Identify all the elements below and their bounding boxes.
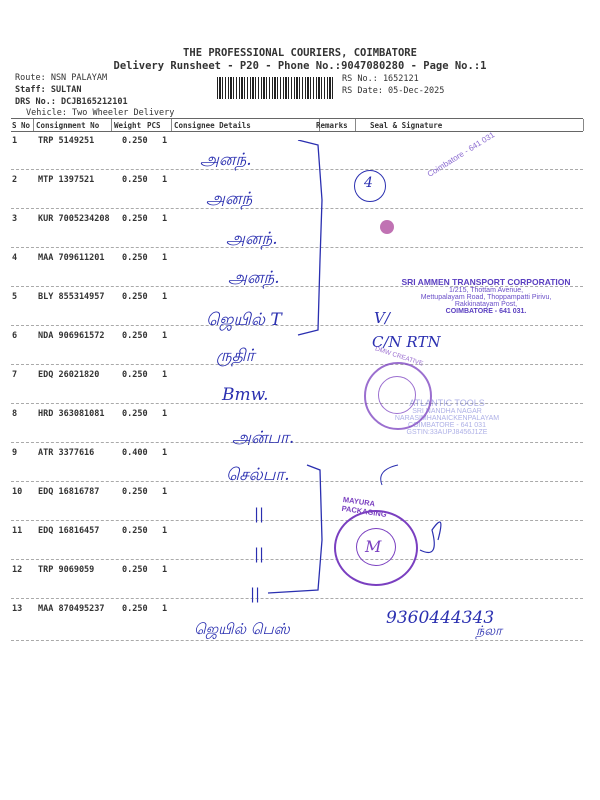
stamp-line: GSTIN:33AUPJ8456J1ZE bbox=[406, 429, 488, 436]
row-weight: 0.250 bbox=[122, 331, 148, 341]
row-consignment: EDQ 16816457 bbox=[38, 526, 100, 536]
row-consignment: TRP 9069059 bbox=[38, 565, 95, 575]
column-divider bbox=[111, 119, 112, 131]
stamp-line: NARASIMHANAICKENPALAYAM bbox=[394, 415, 500, 422]
row-weight: 0.250 bbox=[122, 175, 148, 185]
column-divider bbox=[171, 119, 172, 131]
row-weight: 0.250 bbox=[122, 604, 148, 614]
row-weight: 0.250 bbox=[122, 487, 148, 497]
rs-date: RS Date: 05-Dec-2025 bbox=[342, 86, 445, 96]
row-consignment: MAA 870495237 bbox=[38, 604, 105, 614]
rs-number: RS No.: 1652121 bbox=[342, 74, 419, 84]
row-pcs: 1 bbox=[162, 175, 168, 185]
company-title: THE PROFESSIONAL COURIERS, COIMBATORE bbox=[183, 47, 417, 59]
row-pcs: 1 bbox=[162, 136, 168, 146]
handwritten-name: அனந். bbox=[226, 229, 278, 249]
row-consignment: MTP 1397521 bbox=[38, 175, 95, 185]
row-pcs: 1 bbox=[162, 565, 168, 575]
row-weight: 0.250 bbox=[122, 214, 148, 224]
stamp-inner-ring bbox=[378, 376, 416, 414]
col-header-pcs: PCS bbox=[147, 121, 161, 130]
column-divider bbox=[583, 119, 584, 131]
handwritten-name: அனந். bbox=[228, 268, 280, 288]
col-header-seal: Seal & Signature bbox=[370, 121, 443, 130]
row-pcs: 1 bbox=[162, 604, 168, 614]
row-pcs: 1 bbox=[162, 214, 168, 224]
handwritten-name: Bmw. bbox=[222, 385, 269, 405]
row-consignment: NDA 906961572 bbox=[38, 331, 105, 341]
row-pcs: 1 bbox=[162, 253, 168, 263]
drs-number: DRS No.: DCJB165212101 bbox=[15, 97, 128, 107]
row-sno: 8 bbox=[12, 409, 18, 419]
row-weight: 0.250 bbox=[122, 565, 148, 575]
row-consignment: HRD 363081081 bbox=[38, 409, 105, 419]
row-sno: 3 bbox=[12, 214, 18, 224]
row-weight: 0.250 bbox=[122, 253, 148, 263]
handwritten-name: அனந். bbox=[200, 150, 252, 170]
stamp-inner-ring bbox=[356, 528, 396, 566]
stamp-line: SRI NANDHA NAGAR bbox=[412, 408, 482, 415]
handwritten-name: ருதிர் bbox=[216, 346, 255, 366]
row-pcs: 1 bbox=[162, 487, 168, 497]
row-sno: 11 bbox=[12, 526, 23, 536]
row-weight: 0.250 bbox=[122, 136, 148, 146]
row-pcs: 1 bbox=[162, 409, 168, 419]
stamp-blot bbox=[380, 220, 394, 234]
row-sno: 4 bbox=[12, 253, 18, 263]
column-divider bbox=[33, 119, 34, 131]
ditto-mark: || bbox=[250, 585, 261, 603]
circled-number: 4 bbox=[364, 175, 373, 191]
handwritten-phone: 9360444343 bbox=[386, 608, 495, 628]
row-weight: 0.250 bbox=[122, 526, 148, 536]
col-header-remarks: Remarks bbox=[316, 121, 348, 130]
stamp-text: Coimbatore - 641 031 bbox=[425, 130, 497, 179]
stamp-ring-text: MAYURA PACKAGING bbox=[341, 494, 388, 520]
handwritten-name: அன்பா. bbox=[232, 428, 295, 448]
handwritten-name: ஜெயில் T bbox=[206, 310, 282, 330]
stamp-monogram-icon: M bbox=[365, 537, 382, 556]
handwritten-remark: C/N RTN bbox=[372, 333, 441, 351]
stamp-line: COIMBATORE - 641 031. bbox=[445, 308, 527, 315]
row-weight: 0.400 bbox=[122, 448, 148, 458]
row-sno: 5 bbox=[12, 292, 18, 302]
row-pcs: 1 bbox=[162, 292, 168, 302]
row-sno: 1 bbox=[12, 136, 18, 146]
route-label: Route: NSN PALAYAM bbox=[15, 73, 108, 83]
company-stamp-sri-ammen bbox=[396, 277, 576, 315]
handwritten-remark: V/ bbox=[374, 309, 390, 327]
column-divider bbox=[355, 119, 356, 131]
table-top-rule bbox=[11, 118, 583, 119]
row-consignment: MAA 709611201 bbox=[38, 253, 105, 263]
row-consignment: KUR 7005234208 bbox=[38, 214, 110, 224]
row-consignment: ATR 3377616 bbox=[38, 448, 95, 458]
stamp-line: COIMBATORE - 641 031 bbox=[408, 422, 486, 429]
col-header-weight: Weight bbox=[114, 121, 142, 130]
row-consignment: TRP 5149251 bbox=[38, 136, 95, 146]
row-weight: 0.250 bbox=[122, 409, 148, 419]
barcode bbox=[217, 77, 335, 99]
stamp-line: 1/215, Thottam Avenue, bbox=[448, 287, 524, 294]
row-pcs: 1 bbox=[162, 331, 168, 341]
col-header-consignee: Consignee Details bbox=[174, 121, 251, 130]
dmw-ring-stamp bbox=[364, 345, 432, 430]
handwritten-name: செல்பா. bbox=[226, 465, 290, 485]
row-consignment: EDQ 16816787 bbox=[38, 487, 100, 497]
row-pcs: 1 bbox=[162, 370, 168, 380]
stamp-line: Mettupalayam Road, Thoppampatti Pirivu, bbox=[420, 294, 552, 301]
row-sno: 9 bbox=[12, 448, 18, 458]
stamp-line: ATLANTIC TOOLS bbox=[409, 398, 485, 408]
ditto-mark: || bbox=[254, 505, 265, 523]
stamp-name: SRI AMMEN TRANSPORT CORPORATION bbox=[401, 277, 571, 287]
row-consignment: BLY 855314957 bbox=[38, 292, 105, 302]
ditto-mark: || bbox=[254, 545, 265, 563]
row-pcs: 1 bbox=[162, 448, 168, 458]
row-sno: 13 bbox=[12, 604, 23, 614]
row-weight: 0.250 bbox=[122, 292, 148, 302]
col-header-consignment: Consignment No bbox=[36, 121, 100, 130]
row-weight: 0.250 bbox=[122, 370, 148, 380]
handwritten-name: அனந் bbox=[206, 189, 253, 209]
runsheet-subtitle: Delivery Runsheet - P20 - Phone No.:9047080280 - Page No.:1 bbox=[113, 60, 487, 72]
vehicle-label: Vehicle: Two Wheeler Delivery bbox=[26, 108, 175, 118]
col-header-sno: S No bbox=[12, 121, 31, 130]
row-consignment: EDQ 26021820 bbox=[38, 370, 100, 380]
row-sno: 7 bbox=[12, 370, 18, 380]
mayura-ring-stamp bbox=[334, 494, 418, 586]
stamp-line: Rakkinatayam Post, bbox=[454, 301, 518, 308]
stamp-ring-text: DMW CREATIVE bbox=[374, 345, 424, 368]
staff-label: Staff: SULTAN bbox=[15, 85, 82, 95]
row-sno: 10 bbox=[12, 487, 23, 497]
handwritten-name: ஜெயில் பெஸ் bbox=[194, 620, 290, 638]
row-sno: 12 bbox=[12, 565, 23, 575]
row-pcs: 1 bbox=[162, 526, 168, 536]
handwritten-signature: ந்லா bbox=[476, 624, 502, 639]
row-sno: 6 bbox=[12, 331, 18, 341]
row-sno: 2 bbox=[12, 175, 18, 185]
